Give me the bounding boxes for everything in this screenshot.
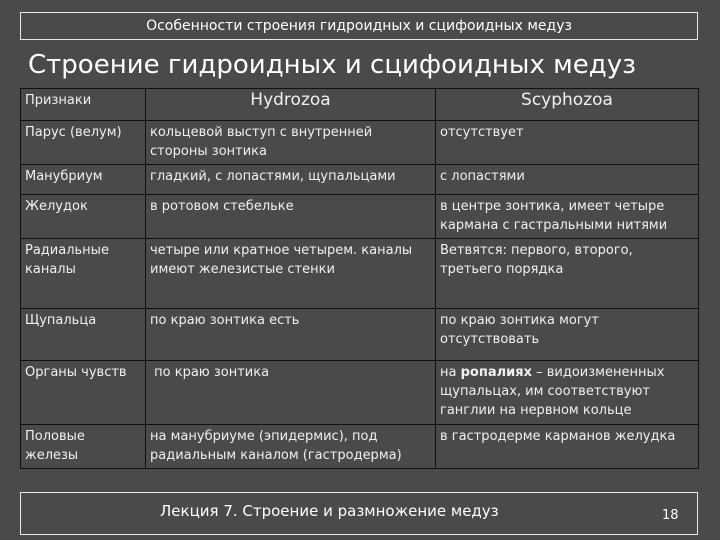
feature-cell: Радиальные каналы <box>21 239 146 309</box>
lecture-footer: Лекция 7. Строение и размножение медуз <box>160 502 499 520</box>
hydrozoa-cell: кольцевой выступ с внутренней стороны зонтика <box>146 121 436 165</box>
feature-cell: Желудок <box>21 195 146 239</box>
feature-cell: Половые железы <box>21 425 146 469</box>
feature-cell: Органы чувств <box>21 361 146 425</box>
slide-heading: Строение гидроидных и сцифоидных медуз <box>28 50 636 80</box>
scyphozoa-cell: в центре зонтика, имеет четыре кармана с гастральными нитями <box>436 195 699 239</box>
scyphozoa-cell: по краю зонтика могут отсутствовать <box>436 309 699 361</box>
table-row <box>21 195 699 239</box>
scyphozoa-text-start: на <box>440 365 461 380</box>
scyphozoa-cell: с лопастями <box>436 165 699 195</box>
column-header-features: Признаки <box>21 89 146 121</box>
scyphozoa-cell: Ветвятся: первого, второго, третьего порядка <box>436 239 699 309</box>
hydrozoa-cell: в ротовом стебельке <box>146 195 436 239</box>
table-header-row <box>21 89 699 121</box>
column-header-scyphozoa: Scyphozoa <box>436 89 699 121</box>
rhopalia-term: ропалиях <box>460 365 532 380</box>
table-row <box>21 121 699 165</box>
table-row <box>21 425 699 469</box>
hydrozoa-cell: по краю зонтика <box>146 361 436 425</box>
feature-cell: Парус (велум) <box>21 121 146 165</box>
feature-cell: Манубриум <box>21 165 146 195</box>
slide-title: Особенности строения гидроидных и сцифоидных медуз <box>146 18 572 34</box>
scyphozoa-cell: в гастродерме карманов желудка <box>436 425 699 469</box>
table-row <box>21 361 699 425</box>
slide-title-bar <box>20 12 698 40</box>
feature-cell: Щупальца <box>21 309 146 361</box>
hydrozoa-cell: четыре или кратное четырем. каналы имеют железистые стенки <box>146 239 436 309</box>
hydrozoa-cell: гладкий, с лопастями, щупальцами <box>146 165 436 195</box>
hydrozoa-cell: на манубриуме (эпидермис), под радиальным каналом (гастродерма) <box>146 425 436 469</box>
page-number: 18 <box>662 508 679 523</box>
table-row <box>21 239 699 309</box>
scyphozoa-cell: отсутствует <box>436 121 699 165</box>
scyphozoa-cell <box>436 361 699 425</box>
scyphozoa-text-end: – видоизмененных щупальцах, им соответствуют ганглии на нервном кольце <box>440 365 665 418</box>
column-header-hydrozoa: Hydrozoa <box>146 89 436 121</box>
comparison-table <box>20 88 699 469</box>
hydrozoa-cell: по краю зонтика есть <box>146 309 436 361</box>
table-row <box>21 165 699 195</box>
table-row <box>21 309 699 361</box>
